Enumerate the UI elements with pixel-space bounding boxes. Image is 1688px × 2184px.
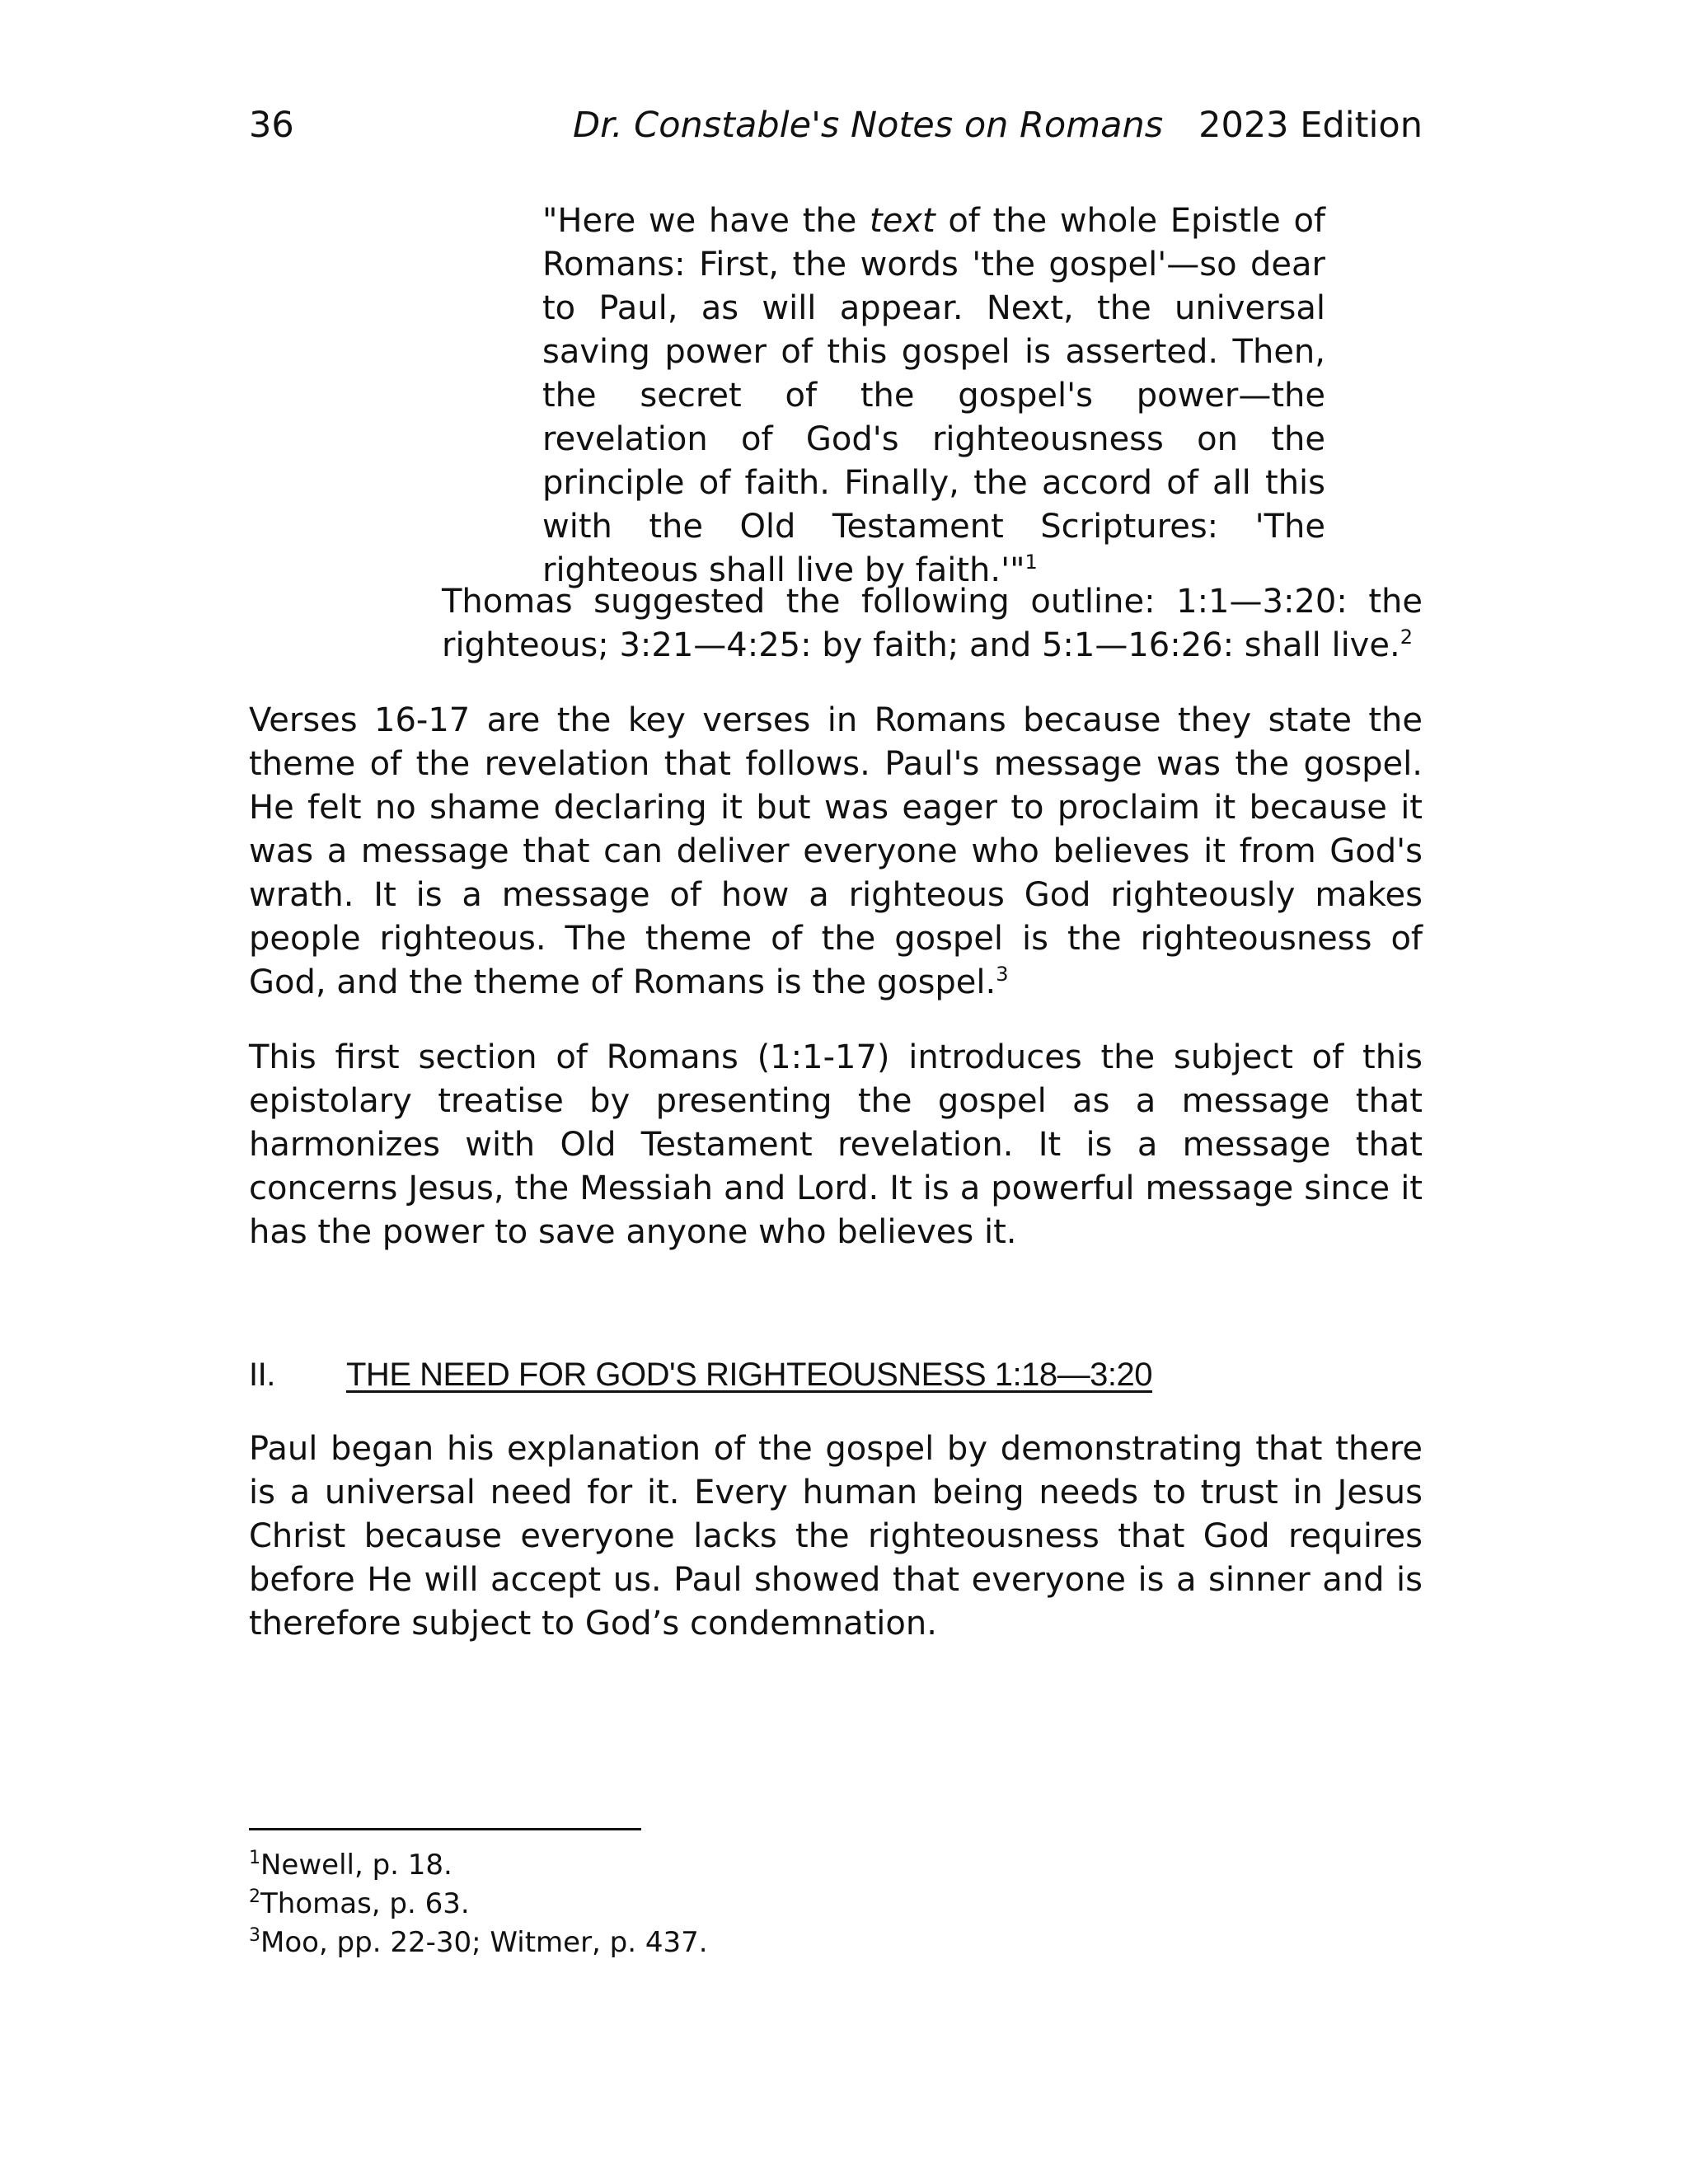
footnote-text: Newell, p. 18. xyxy=(260,1849,452,1882)
section-summary-text: This first section of Romans (1:1-17) introduces the subject of this epistolary treatise by presenting the gospel as a message that harmonizes with Old Testament revelation. It is a message that concerns Jesus, the Messiah and Lord. It is a powerful message since it has the power to save anyone who believes it. xyxy=(249,1038,1423,1251)
footnote-number: 2 xyxy=(249,1886,260,1907)
footnote-number: 1 xyxy=(249,1848,260,1868)
section-number: II. xyxy=(249,1357,275,1393)
footnote-number: 3 xyxy=(249,1925,260,1946)
footnote-ref-1: 1 xyxy=(1025,551,1038,574)
book-title: Dr. Constable's Notes on Romans xyxy=(573,105,1164,146)
edition-label: 2023 Edition xyxy=(1198,105,1423,146)
section-heading xyxy=(249,1352,1152,1398)
footnote-ref-2: 2 xyxy=(1400,626,1413,649)
footnote-divider xyxy=(249,1828,641,1830)
key-verses-text: Verses 16-17 are the key verses in Romans because they state the theme of the revelation that follows. Paul's message was the gospel. He felt no shame declaring it but was eager to proclaim it because it was a message that can deliver everyone who believes it from God's wrath. It is a message of how a righteous God righteously makes people righteous. The theme of the gospel is the righteousness of God, and the theme of Romans is the gospel. xyxy=(249,701,1423,1001)
need-paragraph xyxy=(249,1427,1423,1646)
quote-text-end: of the whole Epistle of Romans: First, the words 'the gospel'—so dear to Paul, as will appear. Next, the universal saving power of this gospel is asserted. Then, the secret of the gospel's power—the revelation of God's righteousness on the principle of faith. Finally, the accord of all this with the Old Testament Scriptures: 'The righteous shall live by faith.'" xyxy=(542,202,1325,589)
key-verses-paragraph xyxy=(249,699,1423,1005)
footnote-text: Thomas, p. 63. xyxy=(260,1887,470,1920)
running-header xyxy=(249,101,1423,150)
quote-emphasis: text xyxy=(870,202,935,240)
footnote-ref-3: 3 xyxy=(996,963,1009,986)
block-quote xyxy=(542,199,1325,593)
footnote-2 xyxy=(249,1885,708,1924)
footnote-text: Moo, pp. 22-30; Witmer, p. 437. xyxy=(260,1926,708,1959)
footnote-3 xyxy=(249,1924,708,1962)
page-number: 36 xyxy=(249,105,294,146)
thomas-outline-text: Thomas suggested the following outline: 1:1—3:20: the righteous; 3:21—4:25: by faith; and 5:1—16:26: shall live. xyxy=(442,583,1423,664)
section-summary-paragraph xyxy=(249,1036,1423,1254)
footnote-1 xyxy=(249,1846,708,1885)
footnotes xyxy=(249,1846,708,1962)
thomas-outline-paragraph xyxy=(442,580,1423,668)
need-text: Paul began his explanation of the gospel by demonstrating that there is a universal need for it. Every human being needs to trust in Jesus Christ because everyone lacks the righteousness that God requires before He will accept us. Paul showed that everyone is a sinner and is therefore subject to God’s condemnation. xyxy=(249,1430,1423,1643)
section-title: THE NEED FOR GOD'S RIGHTEOUSNESS 1:18—3:20 xyxy=(346,1357,1152,1393)
quote-text-start: "Here we have the xyxy=(542,202,870,240)
